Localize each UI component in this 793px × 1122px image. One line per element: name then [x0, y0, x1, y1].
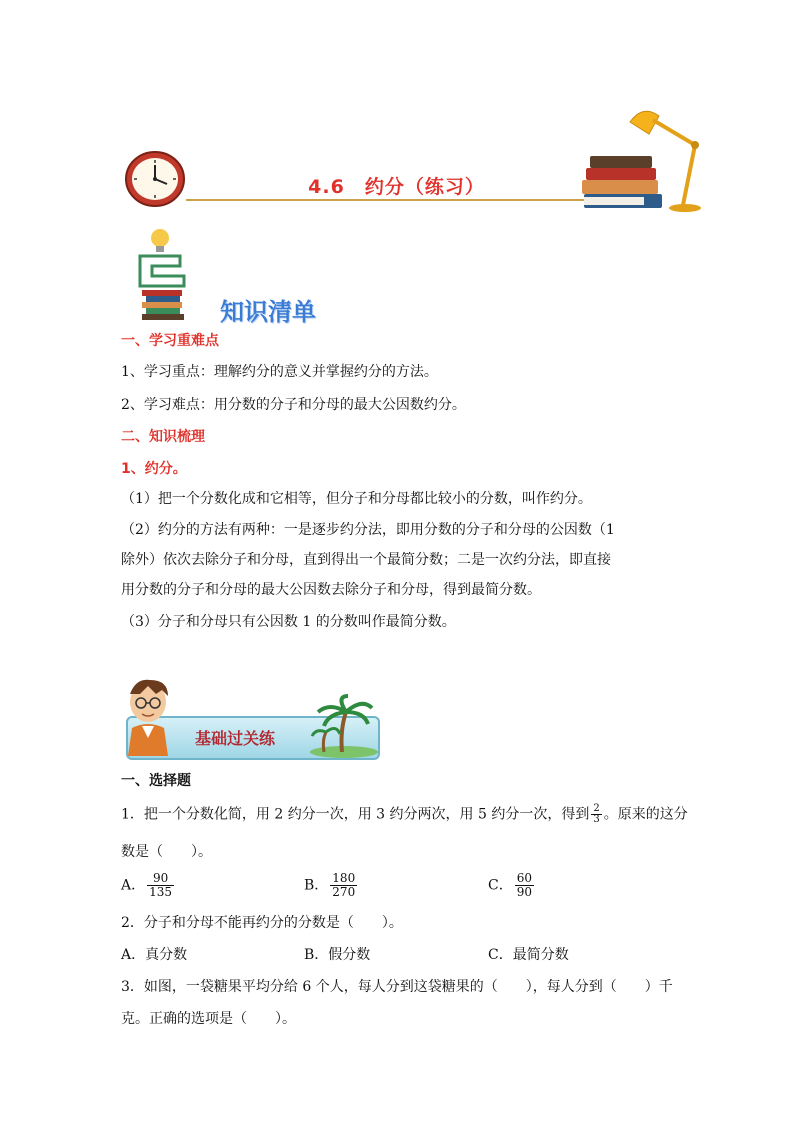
key-point: 1、学习重点：理解约分的意义并掌握约分的方法。	[121, 364, 438, 380]
option-1b[interactable]	[304, 872, 359, 899]
option-label: C．	[488, 877, 513, 894]
option-2a[interactable]: A．真分数	[121, 947, 188, 963]
fraction-denominator: 135	[149, 885, 173, 899]
section-heading-knowledge: 二、知识梳理	[121, 429, 205, 445]
fraction-denominator: 270	[332, 885, 356, 899]
fraction-denominator: 3	[593, 814, 600, 825]
option-label: B．	[304, 877, 329, 894]
lightbulb-books-icon	[132, 226, 214, 322]
question-1-text-a: 1．把一个分数化简，用 2 约分一次，用 3 约分两次，用 5 约分一次，得到	[121, 806, 590, 823]
fraction-denominator: 90	[516, 885, 532, 899]
fraction-numerator: 180	[332, 871, 356, 885]
option-2c[interactable]: C．最简分数	[488, 947, 569, 963]
title-underline	[186, 199, 586, 201]
books-icon	[578, 152, 664, 214]
question-3-line2: 克。正确的选项是（ ）。	[121, 1011, 296, 1027]
practice-banner-label: 基础过关练	[195, 729, 276, 748]
option-fraction	[147, 872, 174, 899]
section-heading-difficulties: 一、学习重难点	[121, 333, 219, 349]
choice-section-heading: 一、选择题	[121, 773, 191, 789]
paragraph-2-line3: 用分数的分子和分母的最大公因数去除分子和分母，得到最简分数。	[121, 582, 541, 598]
option-2b[interactable]: B．假分数	[304, 947, 371, 963]
question-2: 2．分子和分母不能再约分的分数是（ ）。	[121, 915, 403, 931]
option-label: A．	[121, 877, 146, 894]
teacher-icon	[122, 676, 176, 756]
fraction-two-thirds	[591, 804, 601, 825]
paragraph-3: （3）分子和分母只有公因数 1 的分数叫作最简分数。	[121, 614, 456, 630]
question-1-line1	[121, 804, 688, 825]
paragraph-1: （1）把一个分数化成和它相等，但分子和分母都比较小的分数，叫作约分。	[121, 491, 592, 507]
question-1-line2: 数是（ ）。	[121, 844, 212, 860]
page-title: 4.6 约分（练习）	[308, 176, 485, 198]
difficulty-point: 2、学习难点：用分数的分子和分母的最大公因数约分。	[121, 397, 466, 413]
knowledge-banner: 知识清单	[220, 298, 316, 326]
paragraph-2-line2: 除外）依次去除分子和分母，直到得出一个最简分数；二是一次约分法，即直接	[121, 552, 611, 568]
question-3-line1: 3．如图，一袋糖果平均分给 6 个人，每人分到这袋糖果的（ ），每人分到（ ）千	[121, 979, 673, 995]
option-fraction	[515, 872, 534, 899]
option-fraction	[330, 872, 357, 899]
fraction-numerator: 60	[516, 871, 532, 885]
subheading-reduction: 1、约分。	[121, 461, 187, 477]
paragraph-2-line1: （2）约分的方法有两种：一是逐步约分法，即用分数的分子和分母的公因数（1	[121, 522, 615, 538]
question-1-text-b: 。原来的这分	[603, 806, 688, 823]
fraction-numerator: 2	[593, 803, 600, 814]
palm-tree-icon	[306, 694, 380, 758]
fraction-numerator: 90	[147, 872, 174, 886]
option-1c[interactable]	[488, 872, 536, 899]
option-1a[interactable]	[121, 872, 176, 899]
